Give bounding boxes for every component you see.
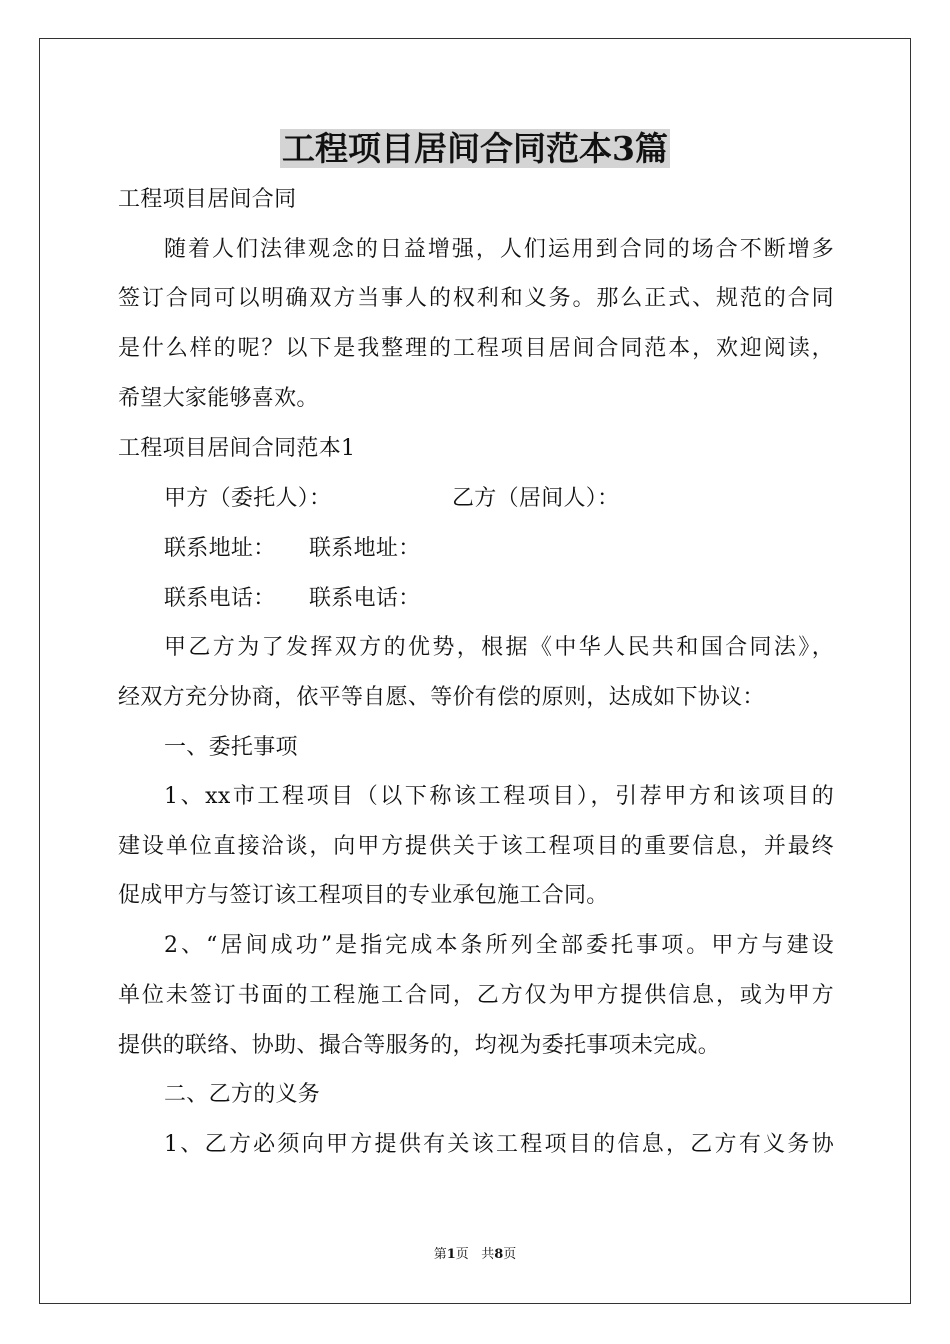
section-heading: 工程项目居间合同范本1 bbox=[118, 436, 356, 461]
clause-heading: 一、委托事项 bbox=[164, 735, 298, 760]
paragraph-line: 1、xx市工程项目（以下称该工程项目），引荐甲方和该项目的 bbox=[164, 784, 834, 809]
total-prefix: 共 bbox=[481, 1247, 495, 1262]
page-prefix: 第 bbox=[433, 1247, 447, 1262]
paragraph-line: 2、“居间成功”是指完成本条所列全部委托事项。甲方与建设 bbox=[164, 933, 834, 958]
page-footer bbox=[0, 1246, 950, 1264]
page-unit: 页 bbox=[455, 1247, 469, 1262]
paragraph-line: 随着人们法律观念的日益增强，人们运用到合同的场合不断增多 bbox=[164, 237, 834, 262]
paragraph-line: 促成甲方与签订该工程项目的专业承包施工合同。 bbox=[118, 883, 609, 908]
party-b-label: 乙方（居间人）： bbox=[452, 486, 620, 511]
party-b-phone-label: 联系电话： bbox=[309, 586, 421, 611]
paragraph-line: 签订合同可以明确双方当事人的权利和义务。那么正式、规范的合同 bbox=[118, 286, 834, 311]
total-unit: 页 bbox=[503, 1247, 517, 1262]
page-frame bbox=[39, 38, 911, 1304]
page-current: 1 bbox=[446, 1247, 456, 1262]
address-line bbox=[164, 534, 421, 564]
party-a-address-label: 联系地址： bbox=[164, 536, 276, 561]
paragraph-line: 甲乙方为了发挥双方的优势，根据《中华人民共和国合同法》， bbox=[164, 635, 834, 660]
phone-line bbox=[164, 584, 421, 614]
paragraph-line: 希望大家能够喜欢。 bbox=[118, 386, 319, 411]
clause-heading: 二、乙方的义务 bbox=[164, 1082, 321, 1107]
paragraph-line: 建设单位直接洽谈，向甲方提供关于该工程项目的重要信息，并最终 bbox=[118, 834, 834, 859]
party-a-phone-label: 联系电话： bbox=[164, 586, 276, 611]
page-total: 8 bbox=[494, 1247, 504, 1262]
party-b-address-label: 联系地址： bbox=[309, 536, 421, 561]
party-line bbox=[164, 484, 619, 514]
document-title-text: 工程项目居间合同范本3篇 bbox=[282, 129, 668, 168]
paragraph-line: 1、乙方必须向甲方提供有关该工程项目的信息，乙方有义务协 bbox=[164, 1132, 834, 1157]
paragraph-line: 单位未签订书面的工程施工合同，乙方仅为甲方提供信息，或为甲方 bbox=[118, 983, 834, 1008]
section-heading: 工程项目居间合同 bbox=[118, 187, 297, 212]
paragraph-line: 经双方充分协商，依平等自愿、等价有偿的原则，达成如下协议： bbox=[118, 685, 765, 710]
party-a-label: 甲方（委托人）： bbox=[164, 486, 332, 511]
document-title bbox=[0, 126, 950, 172]
paragraph-line: 是什么样的呢？以下是我整理的工程项目居间合同范本，欢迎阅读， bbox=[118, 336, 834, 361]
paragraph-line: 提供的联络、协助、撮合等服务的，均视为委托事项未完成。 bbox=[118, 1033, 721, 1058]
